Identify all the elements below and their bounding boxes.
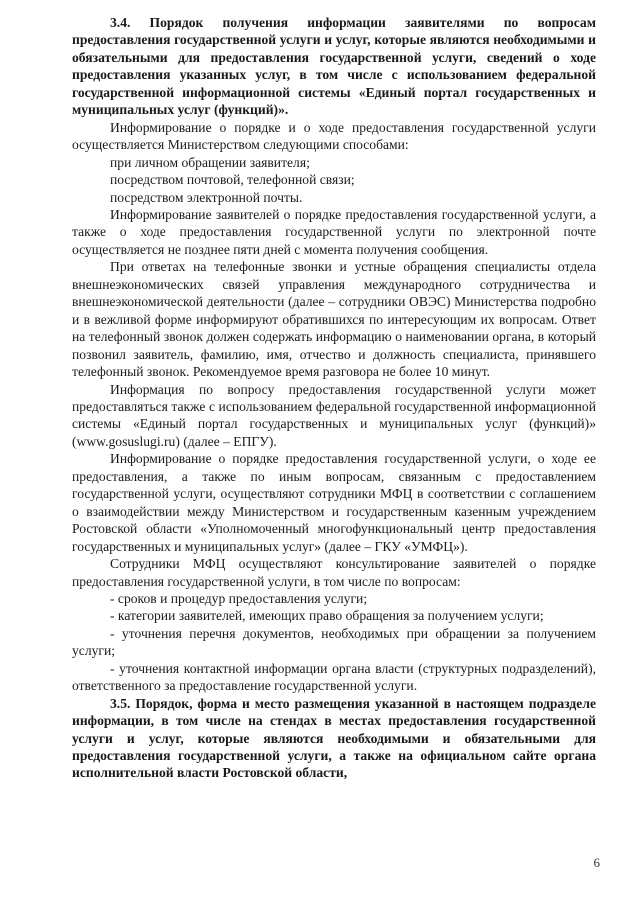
paragraph-informing-methods: Информирование о порядке и о ходе предоставления государственной услуги осуществляется Министерством следующими способами: xyxy=(72,119,596,153)
list-item-postal-phone: посредством почтовой, телефонной связи; xyxy=(110,172,355,188)
list-item-categories: - категории заявителей, имеющих право обращения за получением услуги; xyxy=(110,608,544,624)
list-item-contacts: - уточнения контактной информации органа власти (структурных подразделений), ответственного за предоставление государственной услуги. xyxy=(72,660,596,694)
list-item-email: посредством электронной почты. xyxy=(110,189,303,205)
section-3-5-heading: 3.5. Порядок, форма и место размещения указанной в настоящем подразделе информации, в том числе на стендах в местах предоставления государственной услуги и услуг, которые являются необходимыми и обязательными для предоставления государственной услуги, а также на официальном сайте органа исполнительной власти Ростовской области, xyxy=(72,695,596,781)
paragraph-mfc-consulting: Сотрудники МФЦ осуществляют консультирование заявителей о порядке предоставления государственной услуги, в том числе по вопросам: xyxy=(72,556,596,589)
section-3-4-heading: 3.4. Порядок получения информации заявителями по вопросам предоставления государственной услуги и услуг, которые являются необходимыми и обязательными для предоставления государственной услуги, сведений о ходе предоставления указанных услуг, в том числе с использованием федеральной государственной информационной системы «Единый портал государственных и муниципальных услуг (функций)». xyxy=(72,15,596,118)
document-page xyxy=(72,14,596,782)
paragraph-email-informing: Информирование заявителей о порядке предоставления государственной услуги, а также о ходе предоставления государственной услуги по электронной почте осуществляется не позднее пяти дней с момента получения сообщения. xyxy=(72,206,596,257)
paragraph-epgu: Информация по вопросу предоставления государственной услуги может предоставляться также с использованием федеральной государственной информационной системы «Единый портал государственных и муниципальных услуг (функций)» (www.gosuslugi.ru) (далее – ЕПГУ). xyxy=(72,381,596,449)
paragraph-phone-answers: При ответах на телефонные звонки и устные обращения специалисты отдела внешнеэкономических связей управления международного сотрудничества и внешнеэкономической деятельности (далее – сотрудники ОВЭС) Министерства подробно и в вежливой форме информируют обратившихся по интересующим их вопросам. Ответ на телефонный звонок должен содержать информацию о наименовании органа, в который позвонил заявитель, фамилию, имя, отчество и должность специалиста, принявшего телефонный звонок. Рекомендуемое время разговора не более 10 минут. xyxy=(72,259,596,380)
paragraph-mfc-informing: Информирование о порядке предоставления государственной услуги, о ходе ее предоставления, а также по иным вопросам, связанным с предоставлением государственной услуги, осуществляют сотрудники МФЦ в соответствии с соглашением о взаимодействии между Министерством и государственным казенным учреждением Ростовской области «Уполномоченный многофункциональный центр предоставления государственных и муниципальных услуг» (далее – ГКУ «УМФЦ»). xyxy=(72,451,596,554)
page-number: 6 xyxy=(593,855,600,870)
list-item-documents: - уточнения перечня документов, необходимых при обращении за получением услуги; xyxy=(72,625,596,659)
list-item-terms: - сроков и процедур предоставления услуги; xyxy=(110,590,368,606)
list-item-personal-visit: при личном обращении заявителя; xyxy=(110,154,310,170)
